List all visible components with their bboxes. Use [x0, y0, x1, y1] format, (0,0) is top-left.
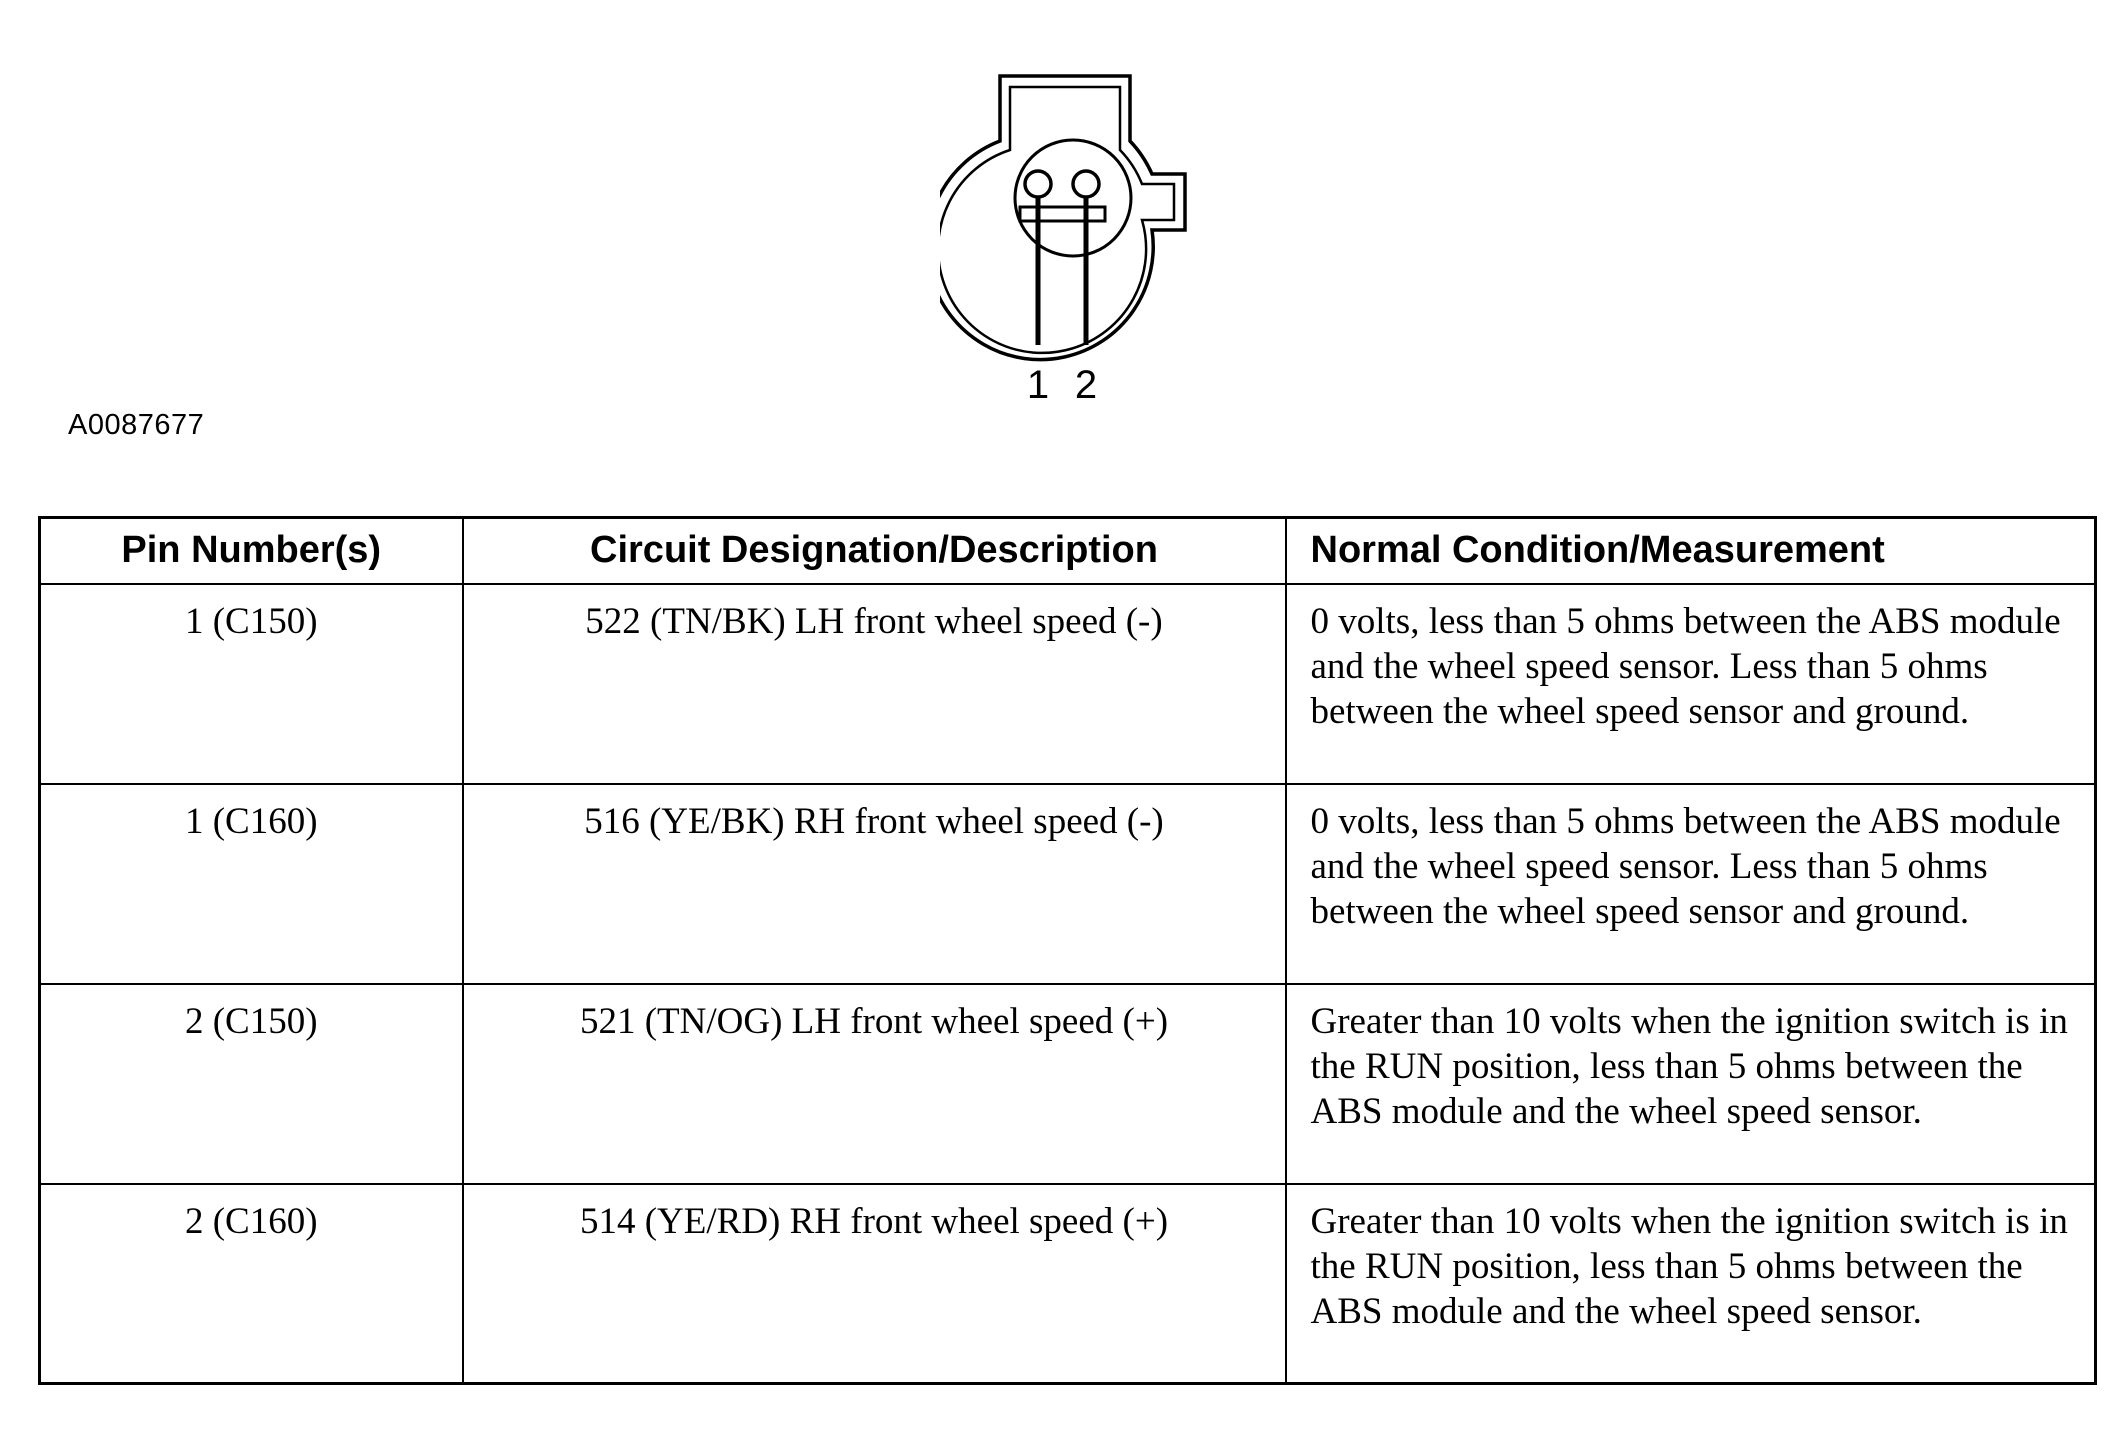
figure-id: A0087677 — [68, 409, 205, 441]
table-header-row — [40, 518, 2096, 584]
header-normal-condition: Normal Condition/Measurement — [1286, 518, 2096, 584]
table-row — [40, 584, 2096, 784]
pin-cell: 2 (C150) — [40, 984, 463, 1184]
pin-2-label: 2 — [1074, 363, 1098, 407]
pin-cell: 2 (C160) — [40, 1184, 463, 1384]
pin-1-cavity — [1025, 171, 1051, 197]
condition-cell: Greater than 10 volts when the ignition switch is in the RUN position, less than 5 ohms between the ABS module and the wheel speed sensor. — [1286, 1184, 2096, 1384]
pinout-table — [38, 516, 2097, 1385]
condition-cell: 0 volts, less than 5 ohms between the ABS module and the wheel speed sensor. Less than 5 ohms between the wheel speed sensor and ground. — [1286, 784, 2096, 984]
table-row — [40, 1184, 2096, 1384]
table-row — [40, 784, 2096, 984]
pin-cell: 1 (C150) — [40, 584, 463, 784]
terminal-bar — [1020, 207, 1105, 221]
connector-diagram — [940, 60, 1220, 430]
circuit-cell: 516 (YE/BK) RH front wheel speed (-) — [463, 784, 1286, 984]
connector-face — [1015, 140, 1131, 256]
pin-1-label: 1 — [1026, 363, 1050, 407]
table-row — [40, 984, 2096, 1184]
condition-cell: Greater than 10 volts when the ignition switch is in the RUN position, less than 5 ohms between the ABS module and the wheel speed sensor. — [1286, 984, 2096, 1184]
pin-2-cavity — [1073, 171, 1099, 197]
circuit-cell: 514 (YE/RD) RH front wheel speed (+) — [463, 1184, 1286, 1384]
header-pin-numbers: Pin Number(s) — [40, 518, 463, 584]
condition-cell: 0 volts, less than 5 ohms between the ABS module and the wheel speed sensor. Less than 5 ohms between the wheel speed sensor and ground. — [1286, 584, 2096, 784]
circuit-cell: 521 (TN/OG) LH front wheel speed (+) — [463, 984, 1286, 1184]
pin-cell: 1 (C160) — [40, 784, 463, 984]
connector-housing-outline — [940, 76, 1185, 360]
circuit-cell: 522 (TN/BK) LH front wheel speed (-) — [463, 584, 1286, 784]
header-circuit-designation: Circuit Designation/Description — [463, 518, 1286, 584]
